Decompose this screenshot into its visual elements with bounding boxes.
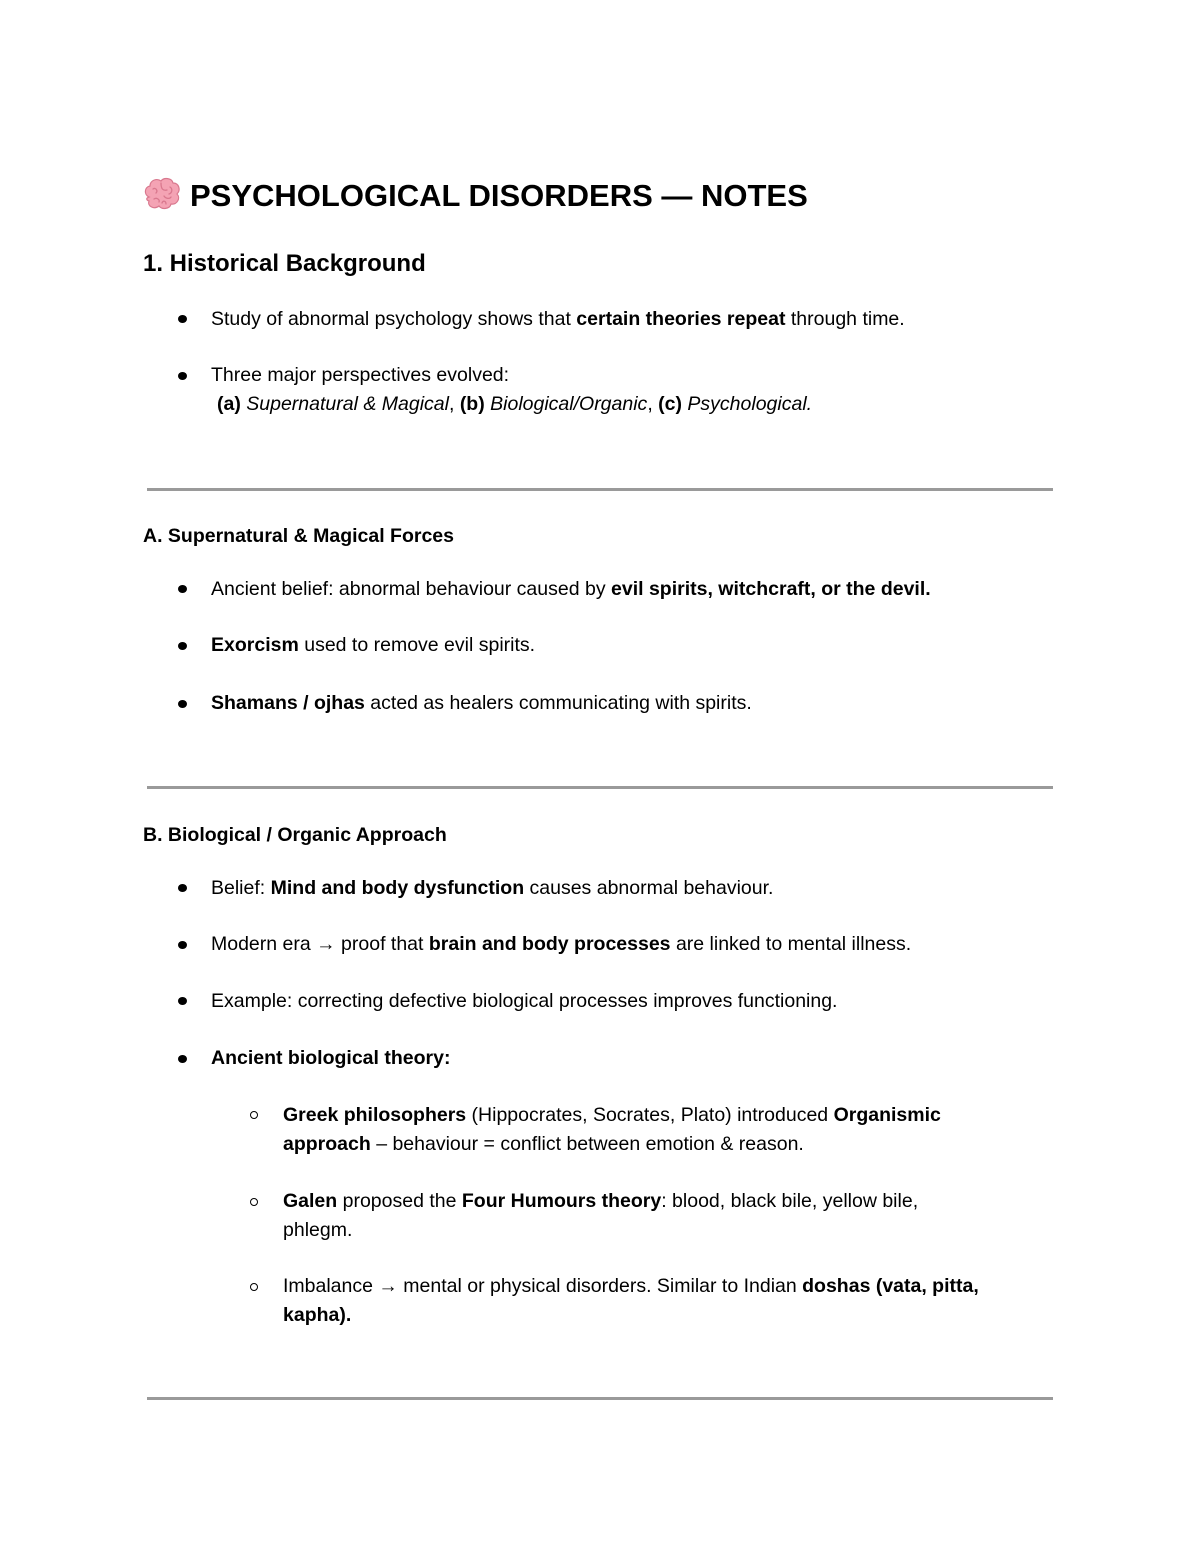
bullet-icon — [178, 372, 187, 380]
bullet-icon — [178, 642, 187, 650]
section-heading-supernatural: A. Supernatural & Magical Forces — [143, 525, 455, 547]
page-title — [143, 174, 808, 218]
hollow-bullet-icon — [250, 1111, 258, 1119]
brain-icon — [143, 177, 181, 211]
sub-list-item: Imbalance → mental or physical disorders. Similar to Indian doshas (vata, pitta, kapha). — [283, 1275, 979, 1326]
list-item: Ancient biological theory: — [211, 1047, 451, 1069]
horizontal-divider — [147, 786, 1053, 789]
list-item: Modern era → proof that brain and body processes are linked to mental illness. — [211, 933, 912, 955]
bullet-icon — [178, 585, 187, 593]
hollow-bullet-icon — [250, 1198, 258, 1206]
sub-list-item: Galen proposed the Four Humours theory: blood, black bile, yellow bile, phlegm. — [283, 1190, 919, 1241]
bullet-icon — [178, 700, 187, 708]
bullet-icon — [178, 941, 187, 949]
section-heading-historical-background: 1. Historical Background — [143, 250, 426, 277]
list-item: Shamans / ojhas acted as healers communicating with spirits. — [211, 692, 752, 714]
list-item: Exorcism used to remove evil spirits. — [211, 634, 536, 656]
section-heading-biological: B. Biological / Organic Approach — [143, 824, 447, 846]
bullet-icon — [178, 997, 187, 1005]
list-item: Ancient belief: abnormal behaviour caused by evil spirits, witchcraft, or the devil. — [211, 578, 931, 600]
bullet-icon — [178, 1055, 187, 1063]
horizontal-divider — [147, 488, 1053, 491]
list-item: Example: correcting defective biological processes improves functioning. — [211, 990, 838, 1012]
horizontal-divider — [147, 1397, 1053, 1400]
title-text: PSYCHOLOGICAL DISORDERS — NOTES — [190, 178, 808, 213]
bullet-icon — [178, 315, 187, 323]
list-item: Study of abnormal psychology shows that certain theories repeat through time. — [211, 308, 905, 330]
list-item: Belief: Mind and body dysfunction causes abnormal behaviour. — [211, 877, 774, 899]
list-item: Three major perspectives evolved: (a) Supernatural & Magical, (b) Biological/Organic, (c) Psychological. — [211, 364, 813, 415]
sub-list-item: Greek philosophers (Hippocrates, Socrates, Plato) introduced Organismic approach – behaviour = conflict between emotion & reason. — [283, 1104, 941, 1155]
bullet-icon — [178, 884, 187, 892]
hollow-bullet-icon — [250, 1283, 258, 1291]
